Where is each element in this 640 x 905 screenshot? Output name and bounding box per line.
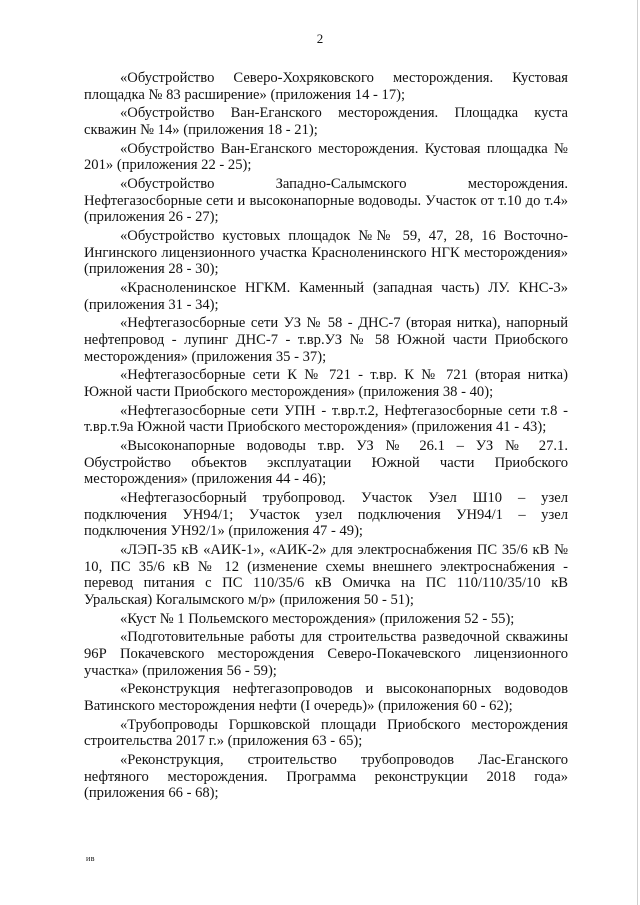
list-item: «Обустройство Ван-Еганского месторождения. Кустовая площадка № 201» (приложения 22 - 25);	[84, 140, 568, 174]
list-item: «Обустройство кустовых площадок №№ 59, 47, 28, 16 Восточно-Ингинского лицензионного участка Красноленинского НГК месторождения» (приложения 28 - 30);	[84, 228, 568, 278]
page-edge	[637, 0, 638, 905]
list-item: «Куст № 1 Польемского месторождения» (приложения 52 - 55);	[120, 610, 515, 627]
list-item: «Нефтегазосборный трубопровод. Участок Узел Ш10 – узел подключения УН94/1; Участок узел подключения УН94/1 – узел подключения УН92/1» (приложения 47 - 49);	[84, 490, 568, 540]
list-item: «Высоконапорные водоводы т.вр. УЗ № 26.1 – УЗ № 27.1. Обустройство объектов эксплуатации Южной части Приобского месторождения» (приложения 44 - 46);	[84, 438, 568, 488]
list-item: «Реконструкция нефтегазопроводов и высоконапорных водоводов Ватинского месторождения нефти (I очередь)» (приложения 60 - 62);	[84, 681, 568, 714]
list-item: «Обустройство Западно-Салымского месторождения. Нефтегазосборные сети и высоконапорные водоводы. Участок от т.10 до т.4» (приложения 26 - 27);	[84, 176, 568, 226]
list-item: «Обустройство Северо-Хохряковского месторождения. Кустовая площадка № 83 расширение» (приложения 14 - 17);	[84, 70, 568, 103]
list-item: «Реконструкция, строительство трубопроводов Лас-Еганского нефтяного месторождения. Программа реконструкции 2018 года» (приложения 66 - 68);	[84, 752, 568, 802]
list-item: «ЛЭП-35 кВ «АИК-1», «АИК-2» для электроснабжения ПС 35/6 кВ № 10, ПС 35/6 кВ № 12 (изменение схемы внешнего электроснабжения - перевод питания с ПС 110/35/6 кВ Омичка на ПС 110/110/35/10 кВ Уральская) Когалымского м/р» (приложения 50 - 51);	[84, 542, 568, 608]
list-item: «Нефтегазосборные сети УЗ № 58 - ДНС-7 (вторая нитка), напорный нефтепровод - лупинг ДНС-7 - т.вр.УЗ № 58 Южной части Приобского месторождения» (приложения 35 - 37);	[84, 315, 568, 365]
list-item: «Нефтегазосборные сети УПН - т.вр.т.2, Нефтегазосборные сети т.8 - т.вр.т.9а Южной части Приобского месторождения» (приложения 41 - 43);	[84, 402, 568, 436]
document-body	[84, 70, 568, 804]
list-item: «Обустройство Ван-Еганского месторождения. Площадка куста скважин № 14» (приложения 18 - 21);	[84, 105, 568, 138]
footer-mark: ив	[86, 854, 96, 863]
page-number: 2	[316, 31, 324, 46]
list-item: «Подготовительные работы для строительства разведочной скважины 96Р Покачевского месторождения Северо-Покачевского лицензионного участка» (приложения 56 - 59);	[84, 629, 568, 679]
list-item: «Трубопроводы Горшковской площади Приобского месторождения строительства 2017 г.» (приложения 63 - 65);	[84, 716, 568, 750]
list-item: «Нефтегазосборные сети К № 721 - т.вр. К № 721 (вторая нитка) Южной части Приобского месторождения» (приложения 38 - 40);	[84, 367, 568, 400]
list-item: «Красноленинское НГКМ. Каменный (западная часть) ЛУ. КНС-3» (приложения 31 - 34);	[84, 280, 568, 313]
